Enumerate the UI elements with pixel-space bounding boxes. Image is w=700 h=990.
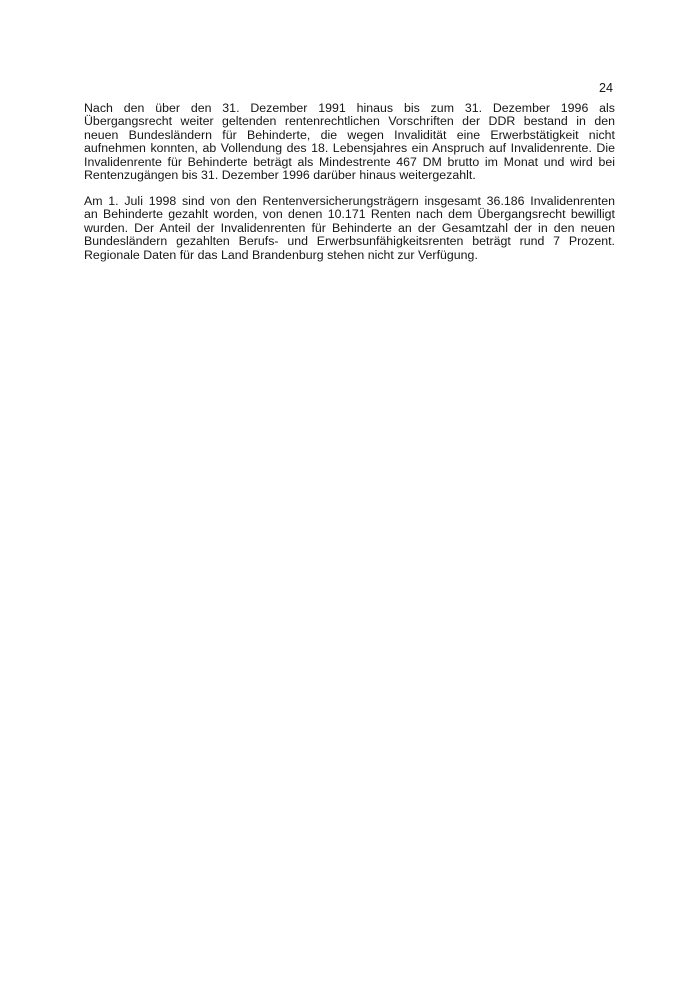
- paragraph: [84, 102, 615, 183]
- text-line: Invalidenrente für Behinderte beträgt als Mindestrente 467 DM brutto im Monat und wird bei: [84, 154, 615, 169]
- text-line: Nach den über den 31. Dezember 1991 hinaus bis zum 31. Dezember 1996 als: [84, 101, 615, 115]
- paragraph: [84, 195, 615, 262]
- text-line: Am 1. Juli 1998 sind von den Rentenversicherungsträgern insgesamt 36.186 Invalidenrenten: [84, 193, 615, 208]
- text-line: an Behinderte gezahlt worden, von denen 10.171 Renten nach dem Übergangsrecht bewilligt: [84, 207, 615, 222]
- document-body: [84, 102, 615, 274]
- text-line: aufnehmen konnten, ab Vollendung des 18. Lebensjahres ein Anspruch auf Invalidenrente. Die: [84, 141, 615, 156]
- text-line: Regionale Daten für das Land Brandenburg stehen nicht zur Verfügung.: [84, 247, 478, 262]
- page-number: 24: [598, 81, 613, 95]
- text-line: Übergangsrecht weiter geltenden rentenrechtlichen Vorschriften der DDR bestand in den: [84, 114, 615, 129]
- text-line: Rentenzugängen bis 31. Dezember 1996 darüber hinaus weitergezahlt.: [84, 168, 476, 183]
- text-line: neuen Bundesländern für Behinderte, die wegen Invalidität eine Erwerbstätigkeit nicht: [84, 127, 615, 142]
- text-line: wurden. Der Anteil der Invalidenrenten für Behinderte an der Gesamtzahl der in den neuen: [84, 220, 615, 235]
- text-line: Bundesländern gezahlten Berufs- und Erwerbsunfähigkeitsrenten beträgt rund 7 Prozent.: [84, 234, 615, 249]
